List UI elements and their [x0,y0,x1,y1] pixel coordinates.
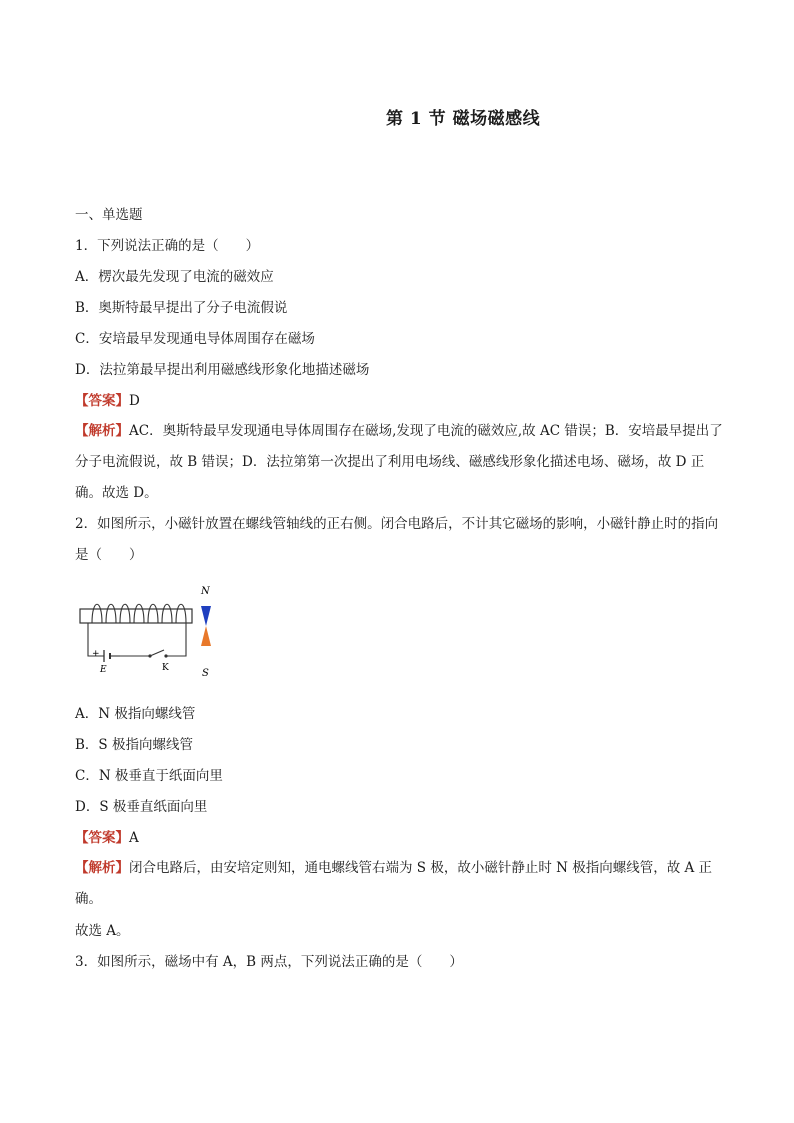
question-3-stem: 3．如图所示，磁场中有 A，B 两点，下列说法正确的是（ ） [75,954,463,970]
solenoid-circuit-figure [70,580,230,685]
question-2-answer [75,829,139,847]
question-2-option-a: A．N 极指向螺线管 [75,706,196,722]
answer-tag: 【答案】 [75,830,129,846]
answer-tag: 【答案】 [75,393,129,409]
page-title: 第 1 节 磁场磁感线 [386,109,541,129]
question-1-stem: 1．下列说法正确的是（ ） [75,238,260,254]
analysis-text: AC．奥斯特最早发现通电导体周围存在磁场,发现了电流的磁效应,故 AC 错误；B．安培最早提出了分子电流假说，故 B 错误；D．法拉第第一次提出了利用电场线、磁感线形象化描述电场、磁场，故 D 正确。故选 D。 [75,423,723,501]
question-1-option-d: D．法拉第最早提出利用磁感线形象化地描述磁场 [75,362,370,378]
section-heading: 一、单选题 [75,207,143,223]
analysis-tag: 【解析】 [75,423,129,439]
south-label: S [202,668,209,679]
solenoid-core [80,609,192,623]
answer-value: D [129,393,140,409]
question-2-conclusion: 故选 A。 [75,923,130,939]
answer-value: A [129,830,139,846]
compass-south-half [201,626,211,646]
question-1-analysis [75,416,725,509]
question-2-option-b: B．S 极指向螺线管 [75,737,193,753]
question-1-option-c: C．安培最早发现通电导体周围存在磁场 [75,331,315,347]
battery-label: E [100,665,107,675]
compass-north-half [201,606,211,626]
question-1-answer [75,392,140,410]
analysis-text: 闭合电路后，由安培定则知，通电螺线管右端为 S 极，故小磁针静止时 N 极指向螺线管，故 A 正确。 [75,860,713,907]
question-1-option-a: A．楞次最先发现了电流的磁效应 [75,269,274,285]
question-2-analysis [75,853,725,915]
question-2-option-c: C．N 极垂直于纸面向里 [75,768,223,784]
question-2-stem: 2．如图所示，小磁针放置在螺线管轴线的正右侧。闭合电路后，不计其它磁场的影响，小磁针静止时的指向是（ ） [75,516,719,563]
switch-label: K [162,663,169,673]
question-2-option-d: D．S 极垂直纸面向里 [75,799,208,815]
switch-contact [164,654,167,657]
solenoid-coils [92,604,186,623]
analysis-tag: 【解析】 [75,860,129,876]
question-1-option-b: B．奥斯特最早提出了分子电流假说 [75,300,288,316]
north-label: N [201,586,210,597]
switch-lever [150,650,164,656]
battery-plus-sign: + [92,649,100,659]
circuit-wire [88,623,186,656]
